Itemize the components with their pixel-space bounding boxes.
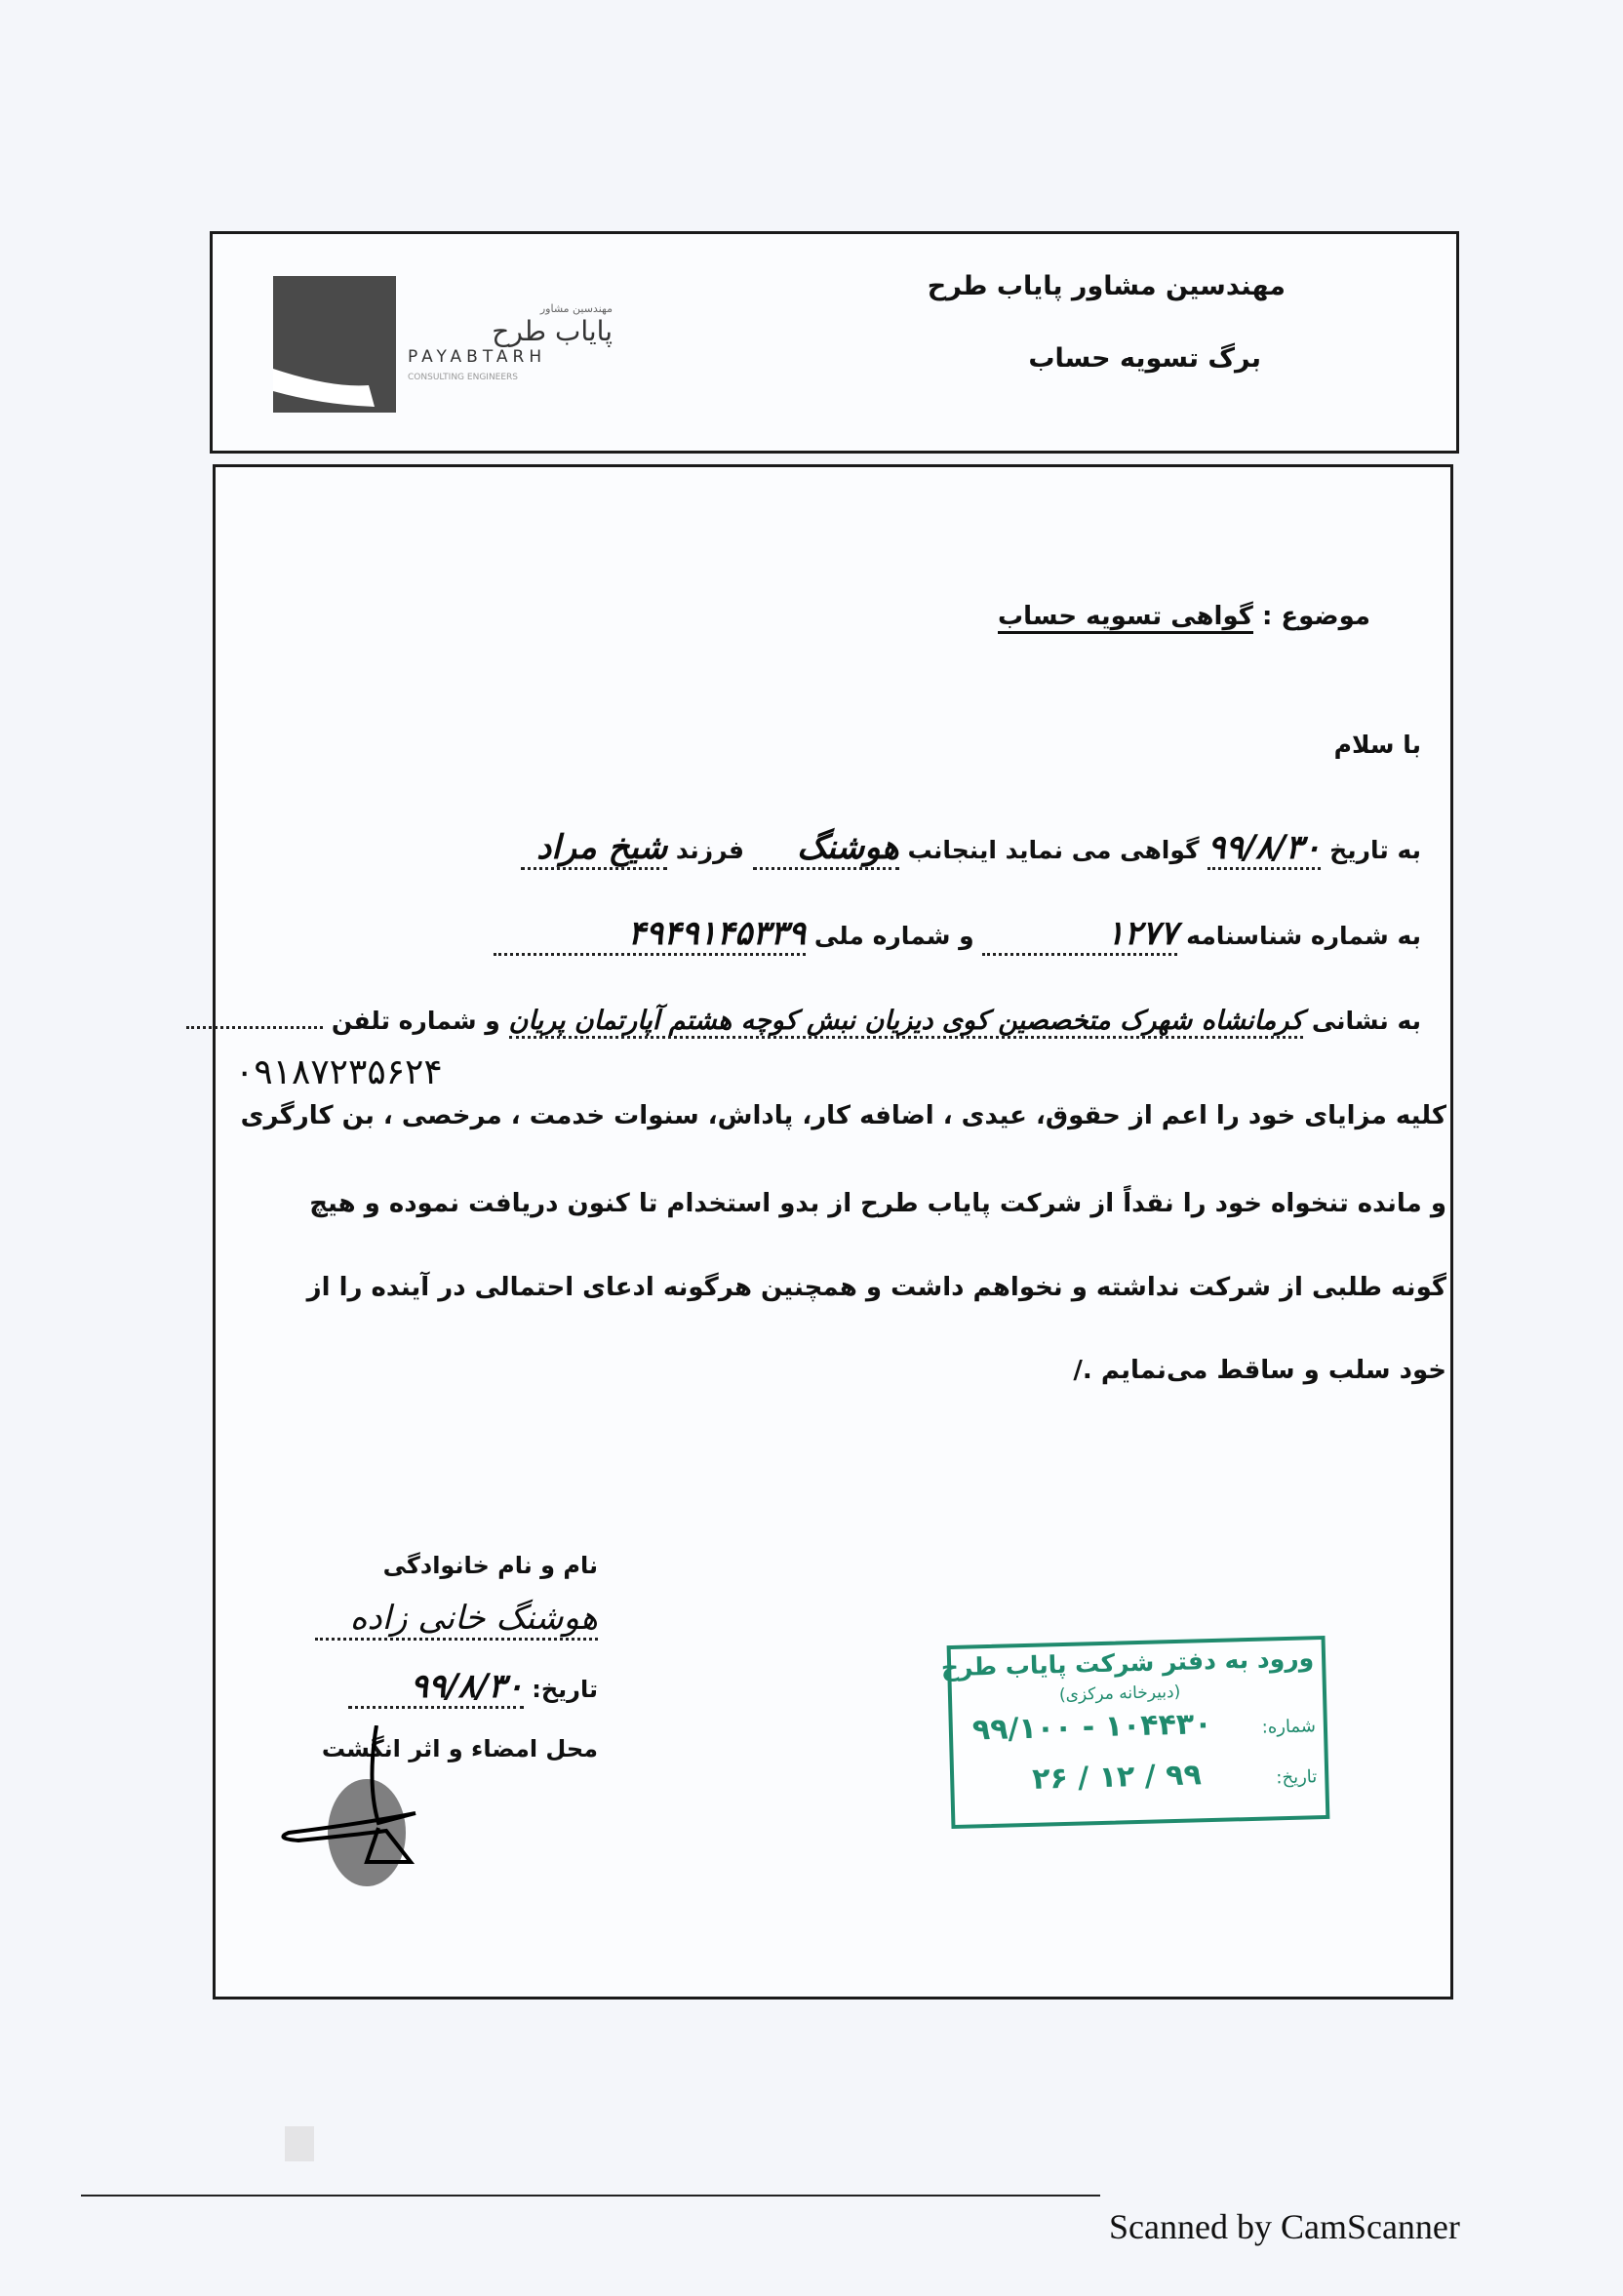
handwritten-signature-date: ۹۹/۸/۳۰ (348, 1667, 524, 1709)
body-line-1: کلیه مزایای خود را اعم از حقوق، عیدی ، اضافه کار، پاداش، سنوات خدمت ، مرخصی ، بن کارگری (240, 1101, 1446, 1130)
signature-place-label: محل امضاء و اثر انگشت (321, 1735, 598, 1762)
phone-dots (186, 1026, 323, 1029)
signature-date-line (305, 1667, 598, 1709)
handwritten-date: ۹۹/۸/۳۰ (1207, 828, 1321, 870)
footer-divider (81, 2195, 1100, 2197)
logo-small-text: مهندسین مشاور (539, 302, 613, 315)
logo-mark-icon (273, 276, 396, 413)
logo-name-en: PAYABTARH (408, 347, 547, 367)
date-prefix: به تاریخ (1329, 836, 1421, 864)
company-logo (273, 276, 396, 413)
stamp-number-label: شماره: (1261, 1716, 1317, 1738)
subject-text: گواهی تسویه حساب (998, 602, 1253, 634)
id-prefix: به شماره شناسنامه (1186, 922, 1421, 950)
handwritten-name: هوشنگ (753, 828, 899, 870)
phone-label: و شماره تلفن (331, 1007, 500, 1035)
body-line-4: خود سلب و ساقط می‌نمایم ./ (1073, 1356, 1446, 1385)
handwritten-id-number: ۱۲۷۷ (982, 914, 1177, 956)
name-label: نام و نام خانوادگی (382, 1552, 598, 1579)
stamp-date-label: تاریخ: (1276, 1766, 1318, 1789)
signature-fingerprint-icon (269, 1725, 484, 1901)
company-name: مهندسین مشاور پایاب طرح (927, 271, 1286, 301)
handwritten-address: کرمانشاه شهرک متخصصین کوی دیزیان نبش کوچه هشتم آپارتمان پریان (509, 1006, 1304, 1039)
name-field (305, 1599, 598, 1641)
national-id-label: و شماره ملی (813, 922, 974, 950)
handwritten-phone: ۰۹۱۸۷۲۳۵۶۲۴ (235, 1052, 443, 1092)
stamp-title: ورود به دفتر شرکت پایاب طرح (940, 1643, 1315, 1682)
logo-tagline: CONSULTING ENGINEERS (408, 373, 519, 382)
address-line (186, 1006, 1421, 1039)
body-line-2: و مانده تنخواه خود را نقداً از شرکت پایاب طرح از بدو استخدام تا کنون دریافت نموده و هیچ (309, 1189, 1446, 1218)
date-name-line (521, 828, 1421, 870)
incoming-mail-stamp (940, 1636, 1330, 1829)
stamp-number: ۱۰۴۴۳۰ - ۹۹/۱۰۰ (971, 1707, 1212, 1748)
scan-smudge (285, 2126, 314, 2161)
stamp-subtitle: (دبیرخانه مرکزی) (1058, 1682, 1181, 1706)
subject-label: موضوع : (1261, 602, 1370, 631)
handwritten-father-name: شیخ مراد (521, 828, 667, 870)
id-line (494, 914, 1421, 956)
logo-name-fa: پایاب طرح (492, 315, 613, 347)
letterhead-box (210, 231, 1459, 454)
stamp-date: ۹۹ / ۱۲ / ۲۶ (1031, 1758, 1203, 1797)
handwritten-full-name: هوشنگ خانی زاده (315, 1599, 598, 1641)
logo-text (408, 302, 613, 382)
greeting: با سلام (1333, 731, 1421, 759)
form-title: برگ تسویه حساب (1028, 343, 1261, 374)
address-prefix: به نشانی (1311, 1007, 1421, 1035)
certify-text: گواهی می نماید اینجانب (907, 836, 1200, 864)
camscanner-watermark: Scanned by CamScanner (1109, 2207, 1460, 2246)
child-of-label: فرزند (675, 836, 745, 864)
subject-line (998, 602, 1370, 631)
body-line-3: گونه طلبی از شرکت نداشته و نخواهم داشت و همچنین هرگونه ادعای احتمالی در آینده را از (306, 1273, 1446, 1302)
signature-date-label: تاریخ: (532, 1676, 598, 1703)
handwritten-national-id: ۴۹۴۹۱۴۵۳۳۹ (494, 914, 806, 956)
